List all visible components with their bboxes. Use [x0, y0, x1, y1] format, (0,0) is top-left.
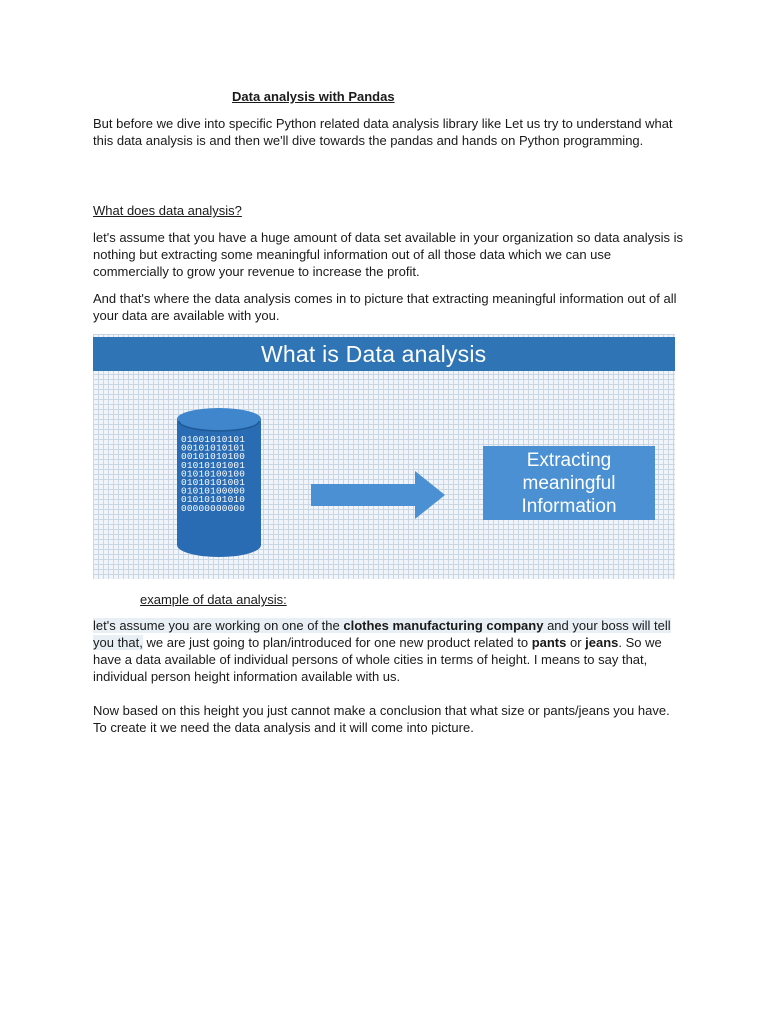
text-run: and your boss will tell you that, — [93, 618, 671, 650]
text-run: we are just going to plan/introduced for one new product related to — [142, 635, 532, 650]
paragraph-conclusion: Now based on this height you just cannot make a conclusion that what size or pants/jeans you have. To create it we need the data analysis and it will come into picture. — [93, 703, 670, 735]
binary-line: 01010101001 — [181, 477, 246, 488]
section-heading-what-is: What does data analysis? — [93, 203, 242, 218]
figure-header-text: What is Data analysis — [261, 341, 487, 367]
database-cylinder-icon — [175, 407, 263, 559]
figure-header — [93, 337, 675, 371]
text-run: let's assume you are working on one of the — [93, 618, 344, 633]
binary-line: 00101010101 — [181, 442, 246, 454]
binary-line: 01010101010 — [181, 494, 246, 506]
binary-line: 01010100000 — [181, 485, 246, 497]
text-run: . So we have a data available of individual persons of whole cities in terms of height. I means to say that, individual person height information available with us. — [93, 635, 662, 684]
section-heading-example: example of data analysis: — [140, 592, 287, 607]
extracting-information-text: Extracting meaningful Information — [521, 449, 617, 517]
document-title: Data analysis with Pandas — [232, 89, 395, 104]
paragraph-data-analysis-definition: let's assume that you have a huge amount of data set available in your organization so data analysis is nothing but extracting some meaningful information out of all those data which we can use commercially to grow your revenue to increase the profit. — [93, 230, 684, 279]
bold-term-company: clothes manufacturing company — [343, 618, 544, 633]
binary-line: 01010101001 — [181, 459, 246, 471]
paragraph-clothes-example — [93, 617, 683, 685]
intro-paragraph: But before we dive into specific Python related data analysis library like Let us try to understand what this data analysis is and then we'll dive towards the pandas and hands on Python programming. — [93, 116, 673, 148]
data-analysis-figure — [93, 334, 675, 579]
text-run: or — [566, 635, 586, 650]
bold-term-jeans: jeans — [585, 635, 619, 650]
binary-line: 00101010100 — [181, 451, 246, 463]
extracting-information-box — [483, 446, 655, 520]
binary-line: 01010100100 — [181, 468, 246, 480]
binary-line: 01001010101 — [181, 434, 246, 445]
bold-term-pants: pants — [531, 635, 567, 650]
paragraph-data-analysis-picture: And that's where the data analysis comes in to picture that extracting meaningful information out of all your data are available with you. — [93, 291, 677, 323]
right-arrow-icon — [311, 471, 445, 519]
binary-line: 00000000000 — [181, 502, 246, 514]
